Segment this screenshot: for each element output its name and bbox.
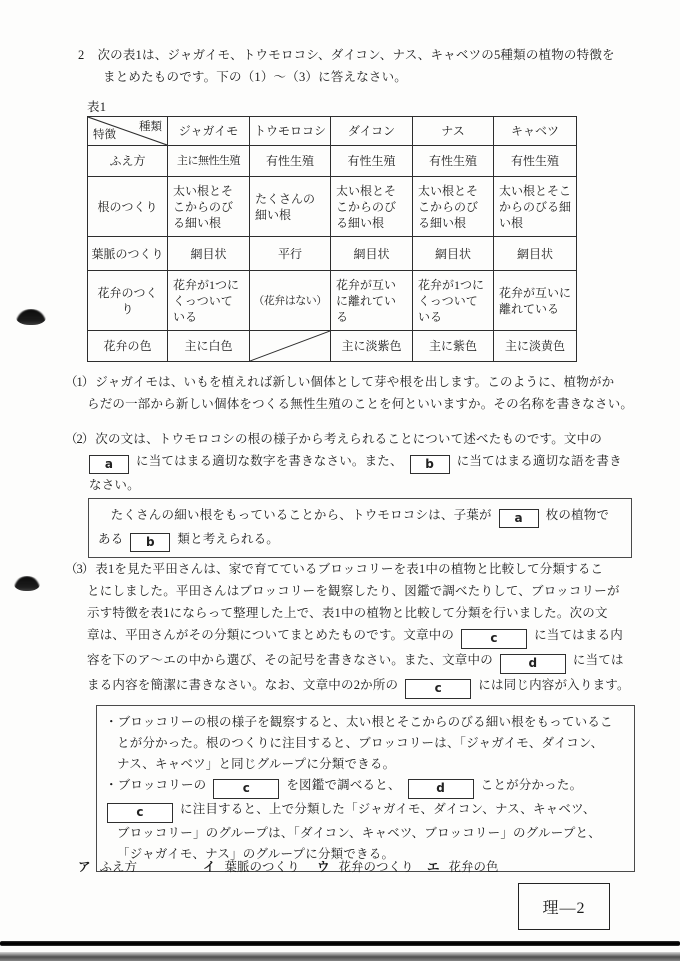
question-2-number: 2: [78, 48, 85, 62]
q2-line-2b: に当てはまる適切な語を書き: [456, 454, 622, 468]
q2-line-1: 次の文は、トウモロコシの根の様子から考えられることについて述べたものです。文中の: [95, 432, 603, 446]
q2-inner-l2-post: 類と考えられる。: [177, 532, 280, 546]
table-cell: 網目状: [494, 237, 577, 271]
intro-line-2: まとめたものです。下の（1）～（3）に答えなさい。: [103, 70, 408, 84]
answer-box-c-inner: c: [213, 779, 279, 799]
option-u-key: ウ: [317, 860, 330, 874]
question-2: [65, 428, 645, 558]
option-e-label: 花弁の色: [448, 860, 499, 874]
intro-paragraph: [78, 44, 638, 88]
table-row-fuekata: [88, 146, 577, 177]
row-header: 根のつくり: [88, 177, 168, 237]
q3-line-5-post: に当ては: [572, 653, 624, 667]
q3-inner-l7: 「ジャガイモ、ナス」のグループに分類できる。: [117, 847, 395, 861]
row-header: 花弁の色: [88, 331, 168, 362]
answer-box-c-inner-2: c: [107, 803, 173, 823]
table-cell: 主に白色: [168, 331, 250, 362]
table-cell: 太い根とそこからのびる細い根: [331, 177, 413, 237]
q3-inner-l6: ブロッコリー」のグループは、「ダイコン、キャベツ、ブロッコリー」のグループと、: [117, 826, 601, 840]
answer-box-c: c: [461, 629, 527, 649]
table-cell: 主に無性生殖: [168, 146, 250, 177]
question-1-number: （1）: [65, 375, 94, 389]
table-cell: 有性生殖: [413, 146, 494, 177]
option-a-label: ふえ方: [99, 860, 138, 874]
q3-inner-l5-post: に注目すると、上で分類した「ジャガイモ、ダイコン、ナス、キャベツ、: [180, 802, 596, 816]
table-cell: 花弁が1つにくっついている: [168, 271, 250, 331]
page-number-label: 理—2: [542, 900, 586, 917]
row-header: 葉脈のつくり: [88, 237, 168, 271]
q2-line-2a: に当てはまる適切な数字を書きなさい。また、: [136, 454, 403, 468]
q3-line-4-pre: 章は、平田さんがその分類についてまとめたものです。文章中の: [87, 628, 455, 642]
answer-box-a-inline: a: [499, 509, 539, 528]
table-cell: 太い根とそこからのびる細い根: [413, 177, 494, 237]
table-corner-cell: [88, 117, 168, 146]
table-row-ne: [88, 177, 577, 237]
table-cell: 主に紫色: [413, 331, 494, 362]
table-cell: 網目状: [168, 237, 250, 271]
intro-line-1: 次の表1は、ジャガイモ、トウモロコシ、ダイコン、ナス、キャベツの5種類の植物の特徴を: [97, 48, 615, 62]
table-cell: （花弁はない）: [250, 271, 331, 331]
table-cell: 有性生殖: [250, 146, 331, 177]
corner-label-feature: 特徴: [93, 129, 116, 141]
option-a-key: ア: [78, 860, 91, 874]
row-header: ふえ方: [88, 146, 168, 177]
corner-label-kind: 種類: [139, 121, 162, 133]
table-cell: 太い根とそこからのびる細い根: [494, 177, 577, 237]
q3-line-2: とにしました。平田さんはブロッコリーを観察したり、図鑑で調べたりして、ブロッコリーが: [87, 584, 620, 598]
column-header-kyabetsu: キャベツ: [494, 117, 577, 146]
option-i-key: イ: [203, 860, 216, 874]
answer-box-b: b: [410, 455, 450, 474]
page-number-box: [518, 883, 610, 930]
option-i: [203, 857, 300, 876]
q3-inner-l1: ・ブロッコリーの根の様子を観察すると、太い根とそこからのびる細い根をもっているこ: [105, 715, 613, 729]
option-e-key: エ: [427, 860, 440, 874]
binder-hole-shadow-2: [14, 576, 40, 591]
q2-inner-l2-pre: ある: [98, 532, 124, 546]
table-1: [87, 116, 577, 362]
table-cell: 網目状: [413, 237, 494, 271]
scan-edge-band: [0, 952, 680, 961]
option-e: [427, 857, 499, 876]
question-3: [65, 558, 655, 872]
table-cell: 花弁が1つにくっついている: [413, 271, 494, 331]
column-header-toumorokoshi: トウモロコシ: [250, 117, 331, 146]
slash-line: [250, 331, 330, 361]
option-u-label: 花弁のつくり: [338, 860, 414, 874]
question-1: [65, 371, 645, 415]
table-cell-slashed: [250, 331, 331, 362]
q3-statement-box: [96, 705, 635, 872]
q3-inner-l4-mid: を図鑑で調べると、: [286, 778, 401, 792]
answer-box-b-inline: b: [130, 533, 170, 552]
question-2-num: （2）: [65, 432, 94, 446]
table-row-youmyaku: [88, 237, 577, 271]
q2-inner-l1-post: 枚の植物で: [545, 508, 610, 522]
table-header-row: [88, 117, 577, 146]
table-cell: 主に淡紫色: [331, 331, 413, 362]
column-header-daikon: ダイコン: [331, 117, 413, 146]
q3-line-4-post: に当てはまる内: [534, 628, 623, 642]
table-cell: たくさんの細い根: [250, 177, 331, 237]
column-header-nasu: ナス: [413, 117, 494, 146]
q2-statement-box: [88, 498, 632, 558]
table-label: 表1: [87, 100, 107, 114]
table-cell: 網目状: [331, 237, 413, 271]
q3-inner-l2: とが分かった。根のつくりに注目すると、ブロッコリーは、「ジャガイモ、ダイコン、: [117, 736, 604, 750]
table-row-kaben-iro: [88, 331, 577, 362]
answer-box-a: a: [89, 455, 129, 474]
row-header: 花弁のつくり: [88, 271, 168, 331]
q3-inner-l4-post: ことが分かった。: [480, 778, 583, 792]
table-cell: 有性生殖: [494, 146, 577, 177]
answer-box-d-inner: d: [408, 779, 474, 799]
q3-line-5-pre: 容を下のア～エの中から選び、その記号を書きなさい。また、文章中の: [87, 653, 493, 667]
q3-inner-l3: ナス、キャベツ」と同じグループに分類できる。: [117, 757, 396, 771]
option-u: [317, 857, 414, 876]
q3-line-6-post: には同じ内容が入ります。: [478, 678, 630, 692]
q3-line-1: 表1を見た平田さんは、家で育てているブロッコリーを表1中の植物と比較して分類するこ: [95, 562, 604, 576]
table-cell: 花弁が互いに離れている: [331, 271, 413, 331]
answer-box-d: d: [500, 654, 566, 674]
table-cell: 平行: [250, 237, 331, 271]
option-i-label: 葉脈のつくり: [224, 860, 300, 874]
question-3-num: （3）: [65, 562, 94, 576]
scan-edge-line: [0, 941, 680, 946]
option-a: [78, 857, 137, 876]
q3-line-3: 示す特徴を表1にならって整理した上で、表1中の植物と比較して分類を行いました。次の文: [87, 606, 608, 620]
options-row: [0, 857, 680, 875]
q3-inner-l4-pre: ・ブロッコリーの: [105, 778, 207, 792]
table-row-kaben-tsukuri: [88, 271, 577, 331]
q2-inner-l1-pre: たくさんの細い根をもっていることから、トウモロコシは、子葉が: [98, 508, 492, 522]
table-cell: 主に淡黄色: [494, 331, 577, 362]
q1-line-1: ジャガイモは、いもを植えれば新しい個体として芽や根を出します。このように、植物がか: [95, 375, 615, 389]
answer-box-c2: c: [405, 679, 471, 699]
q3-line-6-pre: まる内容を簡潔に書きなさい。なお、文章中の2か所の: [87, 678, 399, 692]
table-cell: 太い根とそこからのびる細い根: [168, 177, 250, 237]
q1-line-2: らだの一部から新しい個体をつくる無性生殖のことを何といいますか。その名称を書きなさい。: [87, 397, 634, 411]
binder-hole-shadow-1: [16, 309, 46, 325]
q2-line-3: なさい。: [89, 478, 140, 492]
column-header-jagaimo: ジャガイモ: [168, 117, 250, 146]
table-cell: 花弁が互いに離れている: [494, 271, 577, 331]
table-cell: 有性生殖: [331, 146, 413, 177]
